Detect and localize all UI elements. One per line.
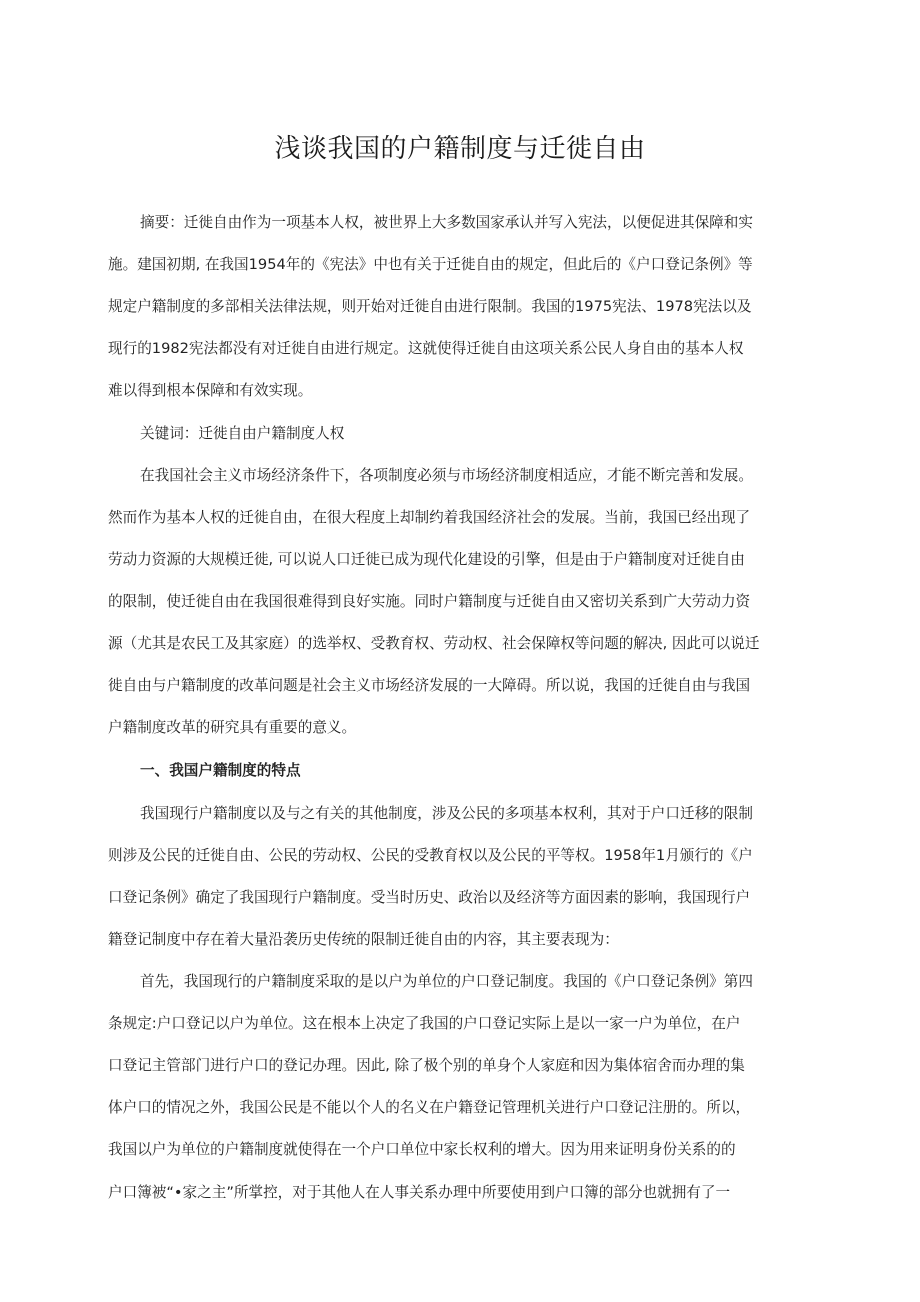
abstract-line: 施。建国初期, 在我国1954年的《宪法》中也有关于迁徙自由的规定，但此后的《户口登记条例》等 [108, 256, 753, 273]
document-title: 浅谈我国的户籍制度与迁徙自由 [274, 134, 646, 164]
paragraph-line: 首先，我国现行的户籍制度采取的是以户为单位的户口登记制度。我国的《户口登记条例》第四 [140, 973, 753, 990]
paragraph-line: 户籍制度改革的研究具有重要的意义。 [108, 719, 357, 736]
paragraph-line: 籍登记制度中存在着大量沿袭历史传统的限制迁徙自由的内容，其主要表现为： [108, 931, 619, 948]
abstract-line: 现行的1982宪法都没有对迁徙自由进行规定。这就使得迁徙自由这项关系公民人身自由的基本人权 [108, 340, 744, 357]
paragraph-line: 口登记条例》确定了我国现行户籍制度。受当时历史、政治以及经济等方面因素的影响，我国现行户 [108, 889, 751, 906]
paragraph-line: 体户口的情况之外，我国公民是不能以个人的名义在户籍登记管理机关进行户口登记注册的。所以， [108, 1099, 751, 1116]
paragraph-line: 条规定:户口登记以户为单位。这在根本上决定了我国的户口登记实际上是以一家一户为单位，在户 [108, 1015, 741, 1032]
paragraph-line: 源（尤其是农民工及其家庭）的选举权、受教育权、劳动权、社会保障权等问题的解决, 因此可以说迁 [108, 635, 760, 652]
abstract-line: 难以得到根本保障和有效实现。 [108, 382, 313, 399]
paragraph-line: 的限制，使迁徙自由在我国很难得到良好实施。同时户籍制度与迁徙自由又密切关系到广大劳动力资 [108, 593, 751, 610]
paragraph-line: 我国现行户籍制度以及与之有关的其他制度，涉及公民的多项基本权利，其对于户口迁移的限制 [140, 805, 753, 822]
abstract-line: 规定户籍制度的多部相关法律法规，则开始对迁徙自由进行限制。我国的1975宪法、1978宪法以及 [108, 298, 752, 315]
keywords-line: 关键词：迁徙自由户籍制度人权 [140, 425, 345, 442]
paragraph-line: 则涉及公民的迁徙自由、公民的劳动权、公民的受教育权以及公民的平等权。1958年1月颁行的《户 [108, 847, 753, 864]
paragraph-line: 徙自由与户籍制度的改革问题是社会主义市场经济发展的一大障碍。所以说，我国的迁徙自由与我国 [108, 677, 751, 694]
paragraph-line: 然而作为基本人权的迁徙自由，在很大程度上却制约着我国经济社会的发展。当前，我国已经出现了 [108, 509, 751, 526]
paragraph-line: 劳动力资源的大规模迁徙, 可以说人口迁徙已成为现代化建设的引擎，但是由于户籍制度对迁徙自由 [108, 551, 745, 568]
paragraph-line: 口登记主管部门进行户口的登记办理。因此, 除了极个别的单身个人家庭和因为集体宿舍而办理的集 [108, 1057, 745, 1074]
abstract-line: 摘要：迁徙自由作为一项基本人权，被世界上大多数国家承认并写入宪法，以便促进其保障和实 [140, 214, 753, 231]
paragraph-line: 我国以户为单位的户籍制度就使得在一个户口单位中家长权利的增大。因为用来证明身份关系的的 [108, 1141, 736, 1158]
section-heading: 一、我国户籍制度的特点 [140, 762, 301, 779]
paragraph-line: 在我国社会主义市场经济条件下，各项制度必须与市场经济制度相适应，才能不断完善和发展。 [140, 467, 753, 484]
paragraph-line: 户口簿被“•家之主”所掌控，对于其他人在人事关系办理中所要使用到户口簿的部分也就拥有了一 [108, 1184, 731, 1201]
